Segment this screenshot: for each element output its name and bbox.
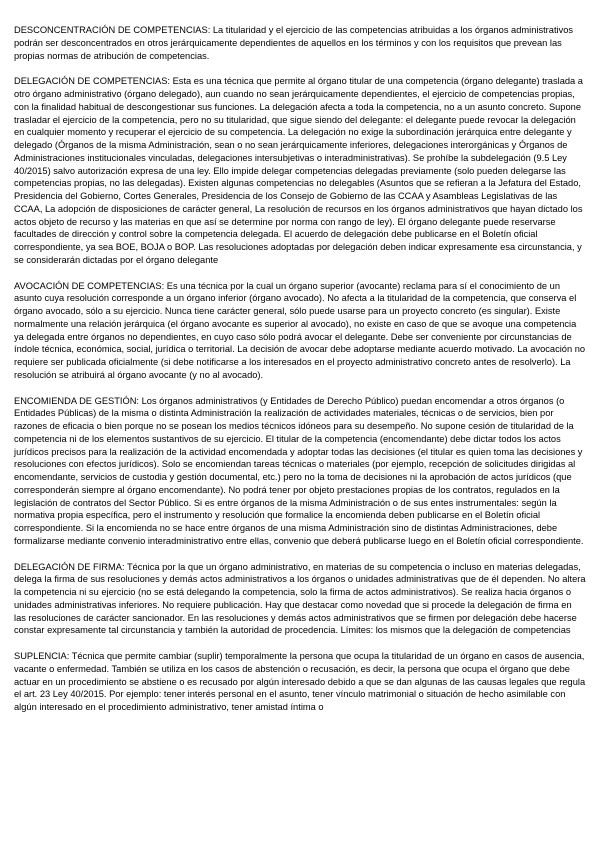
paragraph-delegacion-firma	[14, 561, 586, 638]
body-delegacion-competencias: Esta es una técnica que permite al órgano titular de una competencia (órgano delegante) traslada a otro órgano administrativo (órgano delegado), aun cuando no sean jerárquicamente dependientes, el ejercicio de competencias propias, con la finalidad habitual de descongestionar sus funciones. La delegación afecta a toda la competencia, no a un asunto concreto. Supone trasladar el ejercicio de la competencia, pero no su titularidad, que sigue siendo del delegante: el delegante puede revocar la delegación en cualquier momento y recuperar el ejercicio de su competencia. La delegación no exige la subordinación jerárquica entre delegante y delegado (Órganos de la misma Administración, sean o no sean jerárquicamente inferiores, delegaciones interorgánicas y Órganos de Administraciones institucionales vinculadas, delegaciones intersubjetivas o interadministrativas). Se prohíbe la subdelegación (9.5 Ley 40/2015) salvo autorización expresa de una ley. Ello impide delegar competencias delegadas previamente (solo pueden delegarse las competencias propias, no las delegadas). Existen algunas competencias no delegables (Asuntos que se refieran a la Jefatura del Estado, Presidencia del Gobierno, Cortes Generales, Presidencia de los Consejo de Gobierno de las CCAA y Asambleas Legislativas de las CCAA, La adopción de disposiciones de carácter general, La resolución de recursos en los órganos administrativos que hayan dictado los actos objeto de recurso y las materias en que así se determine por norma con rango de ley). El órgano delegante puede reservarse facultades de dirección y control sobre la competencia delegada. El acuerdo de delegación debe publicarse en el Boletín oficial correspondiente, ya sea BOE, BOJA o BOP. Las resoluciones adoptadas por delegación deben indicar expresamente esa circunstancia, y se considerarán dictadas por el órgano delegante	[14, 76, 583, 265]
body-delegacion-firma: Técnica por la que un órgano administrativo, en materias de su competencia o incluso en materias delegadas, delega la firma de sus resoluciones y demás actos administrativos a los órganos o unidades administrativas que de él dependen. No altera la competencia ni su ejercicio (no se está delegando la competencia, solo la firma de actos administrativos). Se realiza hacia órganos o unidades administrativas inferiores. No requiere publicación. Hay que destacar como novedad que si procede la delegación de firma en las resoluciones de carácter sancionador. En las resoluciones y demás actos administrativos que se firmen por delegación debe hacerse constar expresamente tal circunstancia y también la autoridad de procedencia. Límites: los mismos que la delegación de competencias	[14, 561, 586, 636]
paragraph-suplencia	[14, 650, 586, 714]
term-delegacion-competencias: DELEGACIÓN DE COMPETENCIAS:	[14, 76, 171, 87]
term-avocacion: AVOCACIÓN DE COMPETENCIAS:	[14, 280, 165, 291]
term-suplencia: SUPLENCIA:	[14, 651, 70, 661]
term-desconcentracion: DESCONCENTRACIÓN DE COMPETENCIAS:	[14, 25, 211, 35]
body-avocacion: Es una técnica por la cual un órgano superior (avocante) reclama para sí el conocimiento de un asunto cuya resolución corresponde a un órgano inferior (órgano avocado). No afecta a la titularidad de la competencia, que conserva el órgano avocado, sólo a su ejercicio. Nunca tiene carácter general, sólo puede usarse para un proyecto concreto (es singular). Existe normalmente una relación jerárquica (el órgano avocante es superior al avocado), no existe en caso de que se avoque una competencia ya delegada entre órganos no dependientes, en cuyo caso sólo podrá avocar el delegante. Debe ser conveniente por circunstancias de índole técnica, económica, social, jurídica o territorial. La decisión de avocar debe adoptarse mediante acuerdo motivado. La avocación no requiere ser publicada oficialmente (si debe notificarse a los interesados en el proyecto administrativo concreto antes de resolverlo). La resolución se atribuirá al órgano avocante (y no al avocado).	[14, 280, 586, 380]
body-suplencia: Técnica que permite cambiar (suplir) temporalmente la persona que ocupa la titularidad de un órgano en casos de ausencia, vacante o enfermedad. También se utiliza en los casos de abstención o recusación, es decir, la persona que ocupa el órgano que debe actuar en un procedimiento se abstiene o es recusado por algún interesado debido a que se dan algunas de las causas legales que regula el art. 23 Ley 40/2015. Por ejemplo: tener interés personal en el asunto, tener vínculo matrimonial o situación de hecho asimilable con algún interesado en el procedimiento administrativo, tener amistad íntima o	[14, 651, 586, 712]
paragraph-avocacion	[14, 280, 586, 382]
term-encomienda: ENCOMIENDA DE GESTIÓN:	[14, 395, 140, 406]
document-page	[14, 24, 586, 714]
paragraph-desconcentracion	[14, 24, 586, 62]
body-desconcentracion: La titularidad y el ejercicio de las competencias atribuidas a los órganos administrativos podrán ser desconcentrados en otros jerárquicamente dependientes de aquellos en los términos y con los requisitos que prevean las propias normas de atribución de competencias.	[14, 25, 574, 61]
body-encomienda: Los órganos administrativos (y Entidades de Derecho Público) puedan encomendar a otros órganos (o Entidades Públicas) de la misma o distinta Administración la realización de actividades materiales, técnicas o de servicios, bien por razones de eficacia o bien porque no se posean los medios técnicos idóneos para su desempeño. No supone cesión de titularidad de la competencia ni de los elementos sustantivos de su ejercicio. El titular de la competencia (encomendante) debe dictar todos los actos jurídicos precisos para la realización de la actividad encomendada y adoptar todas las decisiones (el titular es quien toma las decisiones y resoluciones con efectos jurídicos). Solo se encomiendan tareas técnicas o materiales (por ejemplo, recepción de solicitudes dirigidas al encomendante, servicios de custodia y gestión documental, etc.) pero no la toma de decisiones ni la aprobación de actos jurídicos (que corresponderán siempre al órgano encomendante). No podrá tener por objeto prestaciones propias de los contratos, regulados en la legislación de contratos del Sector Público. Si es entre órganos de la misma Administración o de sus entes instrumentales: según la normativa propia específica, pero el instrumento y resolución que formalice la encomienda deben publicarse en el Boletín oficial correspondiente. Si la encomienda no se hace entre órganos de una misma Administración sino de distintas Administraciones, debe formalizarse mediante convenio interadministrativo entre ellas, convenio que deberá publicarse luego en el Boletín oficial correspondiente.	[14, 395, 584, 546]
paragraph-encomienda	[14, 395, 586, 548]
paragraph-delegacion-competencias	[14, 75, 586, 266]
term-delegacion-firma: DELEGACIÓN DE FIRMA:	[14, 561, 125, 572]
